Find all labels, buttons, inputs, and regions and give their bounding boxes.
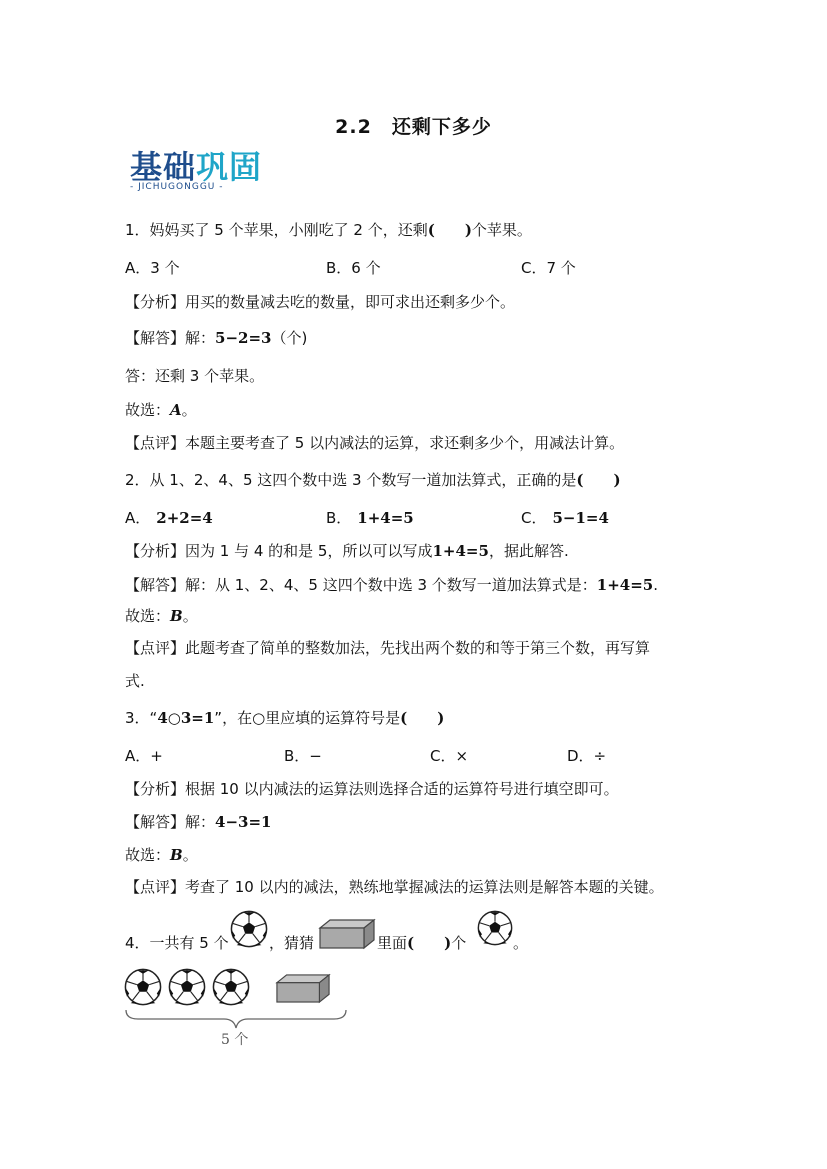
- q1-reply: 答：还剩 3 个苹果。: [125, 367, 265, 385]
- q2-option-c: C． 5−1=4: [521, 509, 609, 527]
- q1-stem: 1．妈妈买了 5 个苹果，小刚吃了 2 个，还剩( )个苹果。: [125, 221, 532, 239]
- page-title: 2.2 还剩下多少: [335, 116, 492, 138]
- soccer-ball-icon-5: [212, 968, 250, 1006]
- q1-option-b: B．6 个: [326, 259, 381, 277]
- logo-pinyin: - JICHUGONGGU -: [130, 182, 224, 192]
- logo-text-a: 基础: [130, 148, 197, 186]
- box-icon-2: [275, 973, 331, 1004]
- q3-comment: 【点评】考查了 10 以内的减法，熟练地掌握减法的运算法则是解答本题的关键。: [125, 878, 664, 896]
- q2-option-a: A． 2+2=4: [125, 509, 213, 527]
- brace-icon: [124, 1008, 348, 1030]
- q1-comment: 【点评】本题主要考查了 5 以内减法的运算，求还剩多少个，用减法计算。: [125, 434, 625, 452]
- q3-blank: ( ): [400, 709, 445, 727]
- q4-stem-e: 。: [513, 934, 529, 952]
- q2-stem: 2．从 1、2、4、5 这四个数中选 3 个数写一道加法算式，正确的是( ): [125, 471, 621, 489]
- q1-option-c: C．7 个: [521, 259, 576, 277]
- q3-analysis: 【分析】根据 10 以内减法的运算法则选择合适的运算符号进行填空即可。: [125, 780, 619, 798]
- soccer-ball-icon: [230, 910, 268, 948]
- q4-blank: ( ): [407, 934, 452, 952]
- brace-label: 5 个: [221, 1032, 249, 1048]
- q1-analysis: 【分析】用买的数量减去吃的数量，即可求出还剩多少个。: [125, 293, 516, 311]
- q2-analysis: 【分析】因为 1 与 4 的和是 5，所以可以写成1+4=5，据此解答.: [125, 542, 569, 560]
- soccer-ball-icon-4: [168, 968, 206, 1006]
- q1-answer: 【解答】解：5−2=3（个): [125, 329, 308, 347]
- q3-option-b: B．−: [284, 747, 322, 765]
- q2-answer: 【解答】解：从 1、2、4、5 这四个数中选 3 个数写一道加法算式是：1+4=5.: [125, 576, 659, 594]
- q1-choice: 故选：A。: [125, 401, 197, 419]
- box-icon: [318, 918, 376, 950]
- q2-blank: ( ): [576, 471, 621, 489]
- q3-option-d: D．÷: [567, 747, 607, 765]
- q3-option-c: C．×: [430, 747, 469, 765]
- soccer-ball-icon-2: [477, 910, 513, 946]
- q2-option-b: B． 1+4=5: [326, 509, 414, 527]
- q2-choice: 故选：B。: [125, 607, 198, 625]
- q4-stem-a: 4．一共有 5 个: [125, 934, 229, 952]
- q4-stem-c: 里面( )个: [377, 934, 467, 952]
- q3-choice: 故选：B。: [125, 846, 198, 864]
- q2-comment-line2: 式.: [125, 672, 145, 690]
- q1-blank: ( ): [427, 221, 472, 239]
- soccer-ball-icon-3: [124, 968, 162, 1006]
- q2-comment-line1: 【点评】此题考查了简单的整数加法，先找出两个数的和等于第三个数，再写算: [125, 639, 651, 657]
- logo-text-b: 巩固: [196, 148, 263, 186]
- q3-answer: 【解答】解：4−3=1: [125, 813, 272, 831]
- q1-option-a: A．3 个: [125, 259, 180, 277]
- section-logo: [130, 150, 275, 195]
- q3-option-a: A．+: [125, 747, 163, 765]
- q4-stem-b: ，猜猜: [269, 934, 315, 952]
- q3-stem: 3．“4○3=1”，在○里应填的运算符号是( ): [125, 709, 445, 727]
